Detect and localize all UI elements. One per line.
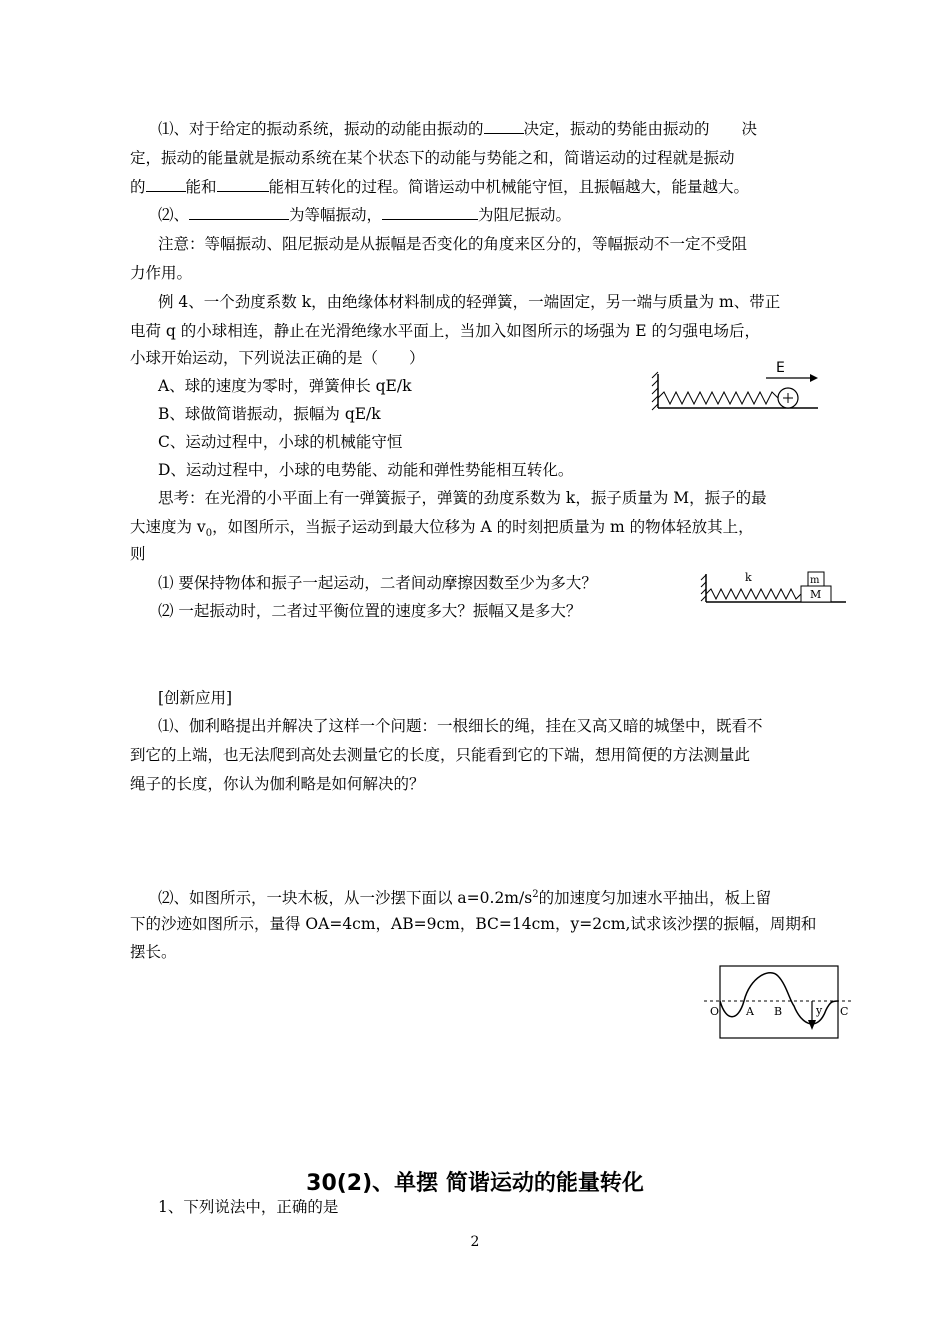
galileo-line-2: 到它的上端，也无法爬到高处去测量它的长度，只能看到它的下端，想用简便的方法测量此 (130, 746, 751, 764)
sand-line-3: 摆长。 (130, 943, 177, 961)
think-line-2: 大速度为 $v_0$，如图所示，当振子运动到最大位移为 A 的时刻把质量为 m 的物体轻放其上， (130, 518, 754, 540)
energy-line-2: 定，振动的能量就是振动系统在某个状态下的动能与势能之和，简谐运动的过程就是振动 (130, 149, 735, 167)
energy-line-1: ⑴、对于给定的振动系统，振动的动能由振动的 决定，振动的势能由振动的 决 (158, 120, 758, 138)
think-q2: ⑵ 一起振动时，二者过平衡位置的速度多大？振幅又是多大？ (158, 602, 582, 620)
section-title: 30(2)、单摆 简谐运动的能量转化 (306, 1171, 644, 1196)
example4-line-3: 小球开始运动，下列说法正确的是（ ） (130, 349, 425, 367)
mass-m-label: m (810, 575, 820, 586)
option-a: A、球的速度为零时，弹簧伸长 qE/k (158, 377, 412, 395)
energy-line-4: ⑵、 为等幅振动， 为阻尼振动。 (158, 206, 572, 224)
point-o-label: O (710, 1005, 720, 1018)
think-q1: ⑴ 要保持物体和振子一起运动，二者间动摩擦因数至少为多大？ (158, 574, 597, 592)
blank (217, 177, 269, 192)
energy-line-3: 的 能和 能相互转化的过程。简谐运动中机械能守恒，且振幅越大，能量越大。 (130, 178, 750, 196)
sand-trace-figure (702, 962, 854, 1042)
note-line-1: 注意：等幅振动、阻尼振动是从振幅是否变化的角度来区分的，等幅振动不一定不受阻 (158, 235, 748, 253)
next-question-1: 1、下列说法中，正确的是 (158, 1198, 339, 1216)
blank (484, 119, 524, 134)
blank (146, 177, 186, 192)
spring-charge-figure (648, 356, 824, 416)
option-d: D、运动过程中，小球的电势能、动能和弹性势能相互转化。 (158, 461, 574, 479)
point-c-label: C (840, 1005, 849, 1018)
example4-line-2: 电荷 q 的小球相连，静止在光滑绝缘水平面上，当加入如图所示的场强为 E 的匀强电场后， (130, 322, 760, 340)
galileo-line-3: 绳子的长度，你认为伽利略是如何解决的？ (130, 775, 425, 793)
sand-line-1: ⑵、如图所示，一块木板，从一沙摆下面以 $a=0.2m/s^2$的加速度匀加速水平抽出，板上留 (158, 889, 772, 908)
point-a-label: A (746, 1005, 754, 1018)
spring-block-figure (700, 568, 850, 608)
option-b: B、球做简谐振动，振幅为 qE/k (158, 405, 381, 423)
sand-line-2: 下的沙迹如图所示，量得 OA=4cm，AB=9cm，BC=14cm，y=2cm,试求该沙摆的振幅，周期和 (130, 915, 817, 933)
innovation-heading: [创新应用] (158, 689, 233, 707)
galileo-line-1: ⑴、伽利略提出并解决了这样一个问题：一根细长的绳，挂在又高又暗的城堡中，既看不 (158, 717, 763, 735)
blank (382, 205, 478, 220)
page-number: 2 (470, 1234, 480, 1250)
option-c: C、运动过程中，小球的机械能守恒 (158, 433, 403, 451)
spring-k-label: k (745, 571, 752, 584)
think-line-1: 思考：在光滑的小平面上有一弹簧振子，弹簧的劲度系数为 k，振子质量为 M，振子的最 (158, 489, 767, 507)
example4-line-1: 例 4、一个劲度系数 k，由绝缘体材料制成的轻弹簧，一端固定，另一端与质量为 m、带正 (158, 293, 781, 311)
mass-M-label: M (810, 588, 822, 601)
note-line-2: 力作用。 (130, 264, 193, 282)
think-line-3: 则 (130, 545, 146, 563)
blank (189, 205, 289, 220)
y-label: y (816, 1004, 823, 1017)
point-b-label: B (774, 1005, 783, 1018)
field-e-label: E (776, 360, 785, 376)
